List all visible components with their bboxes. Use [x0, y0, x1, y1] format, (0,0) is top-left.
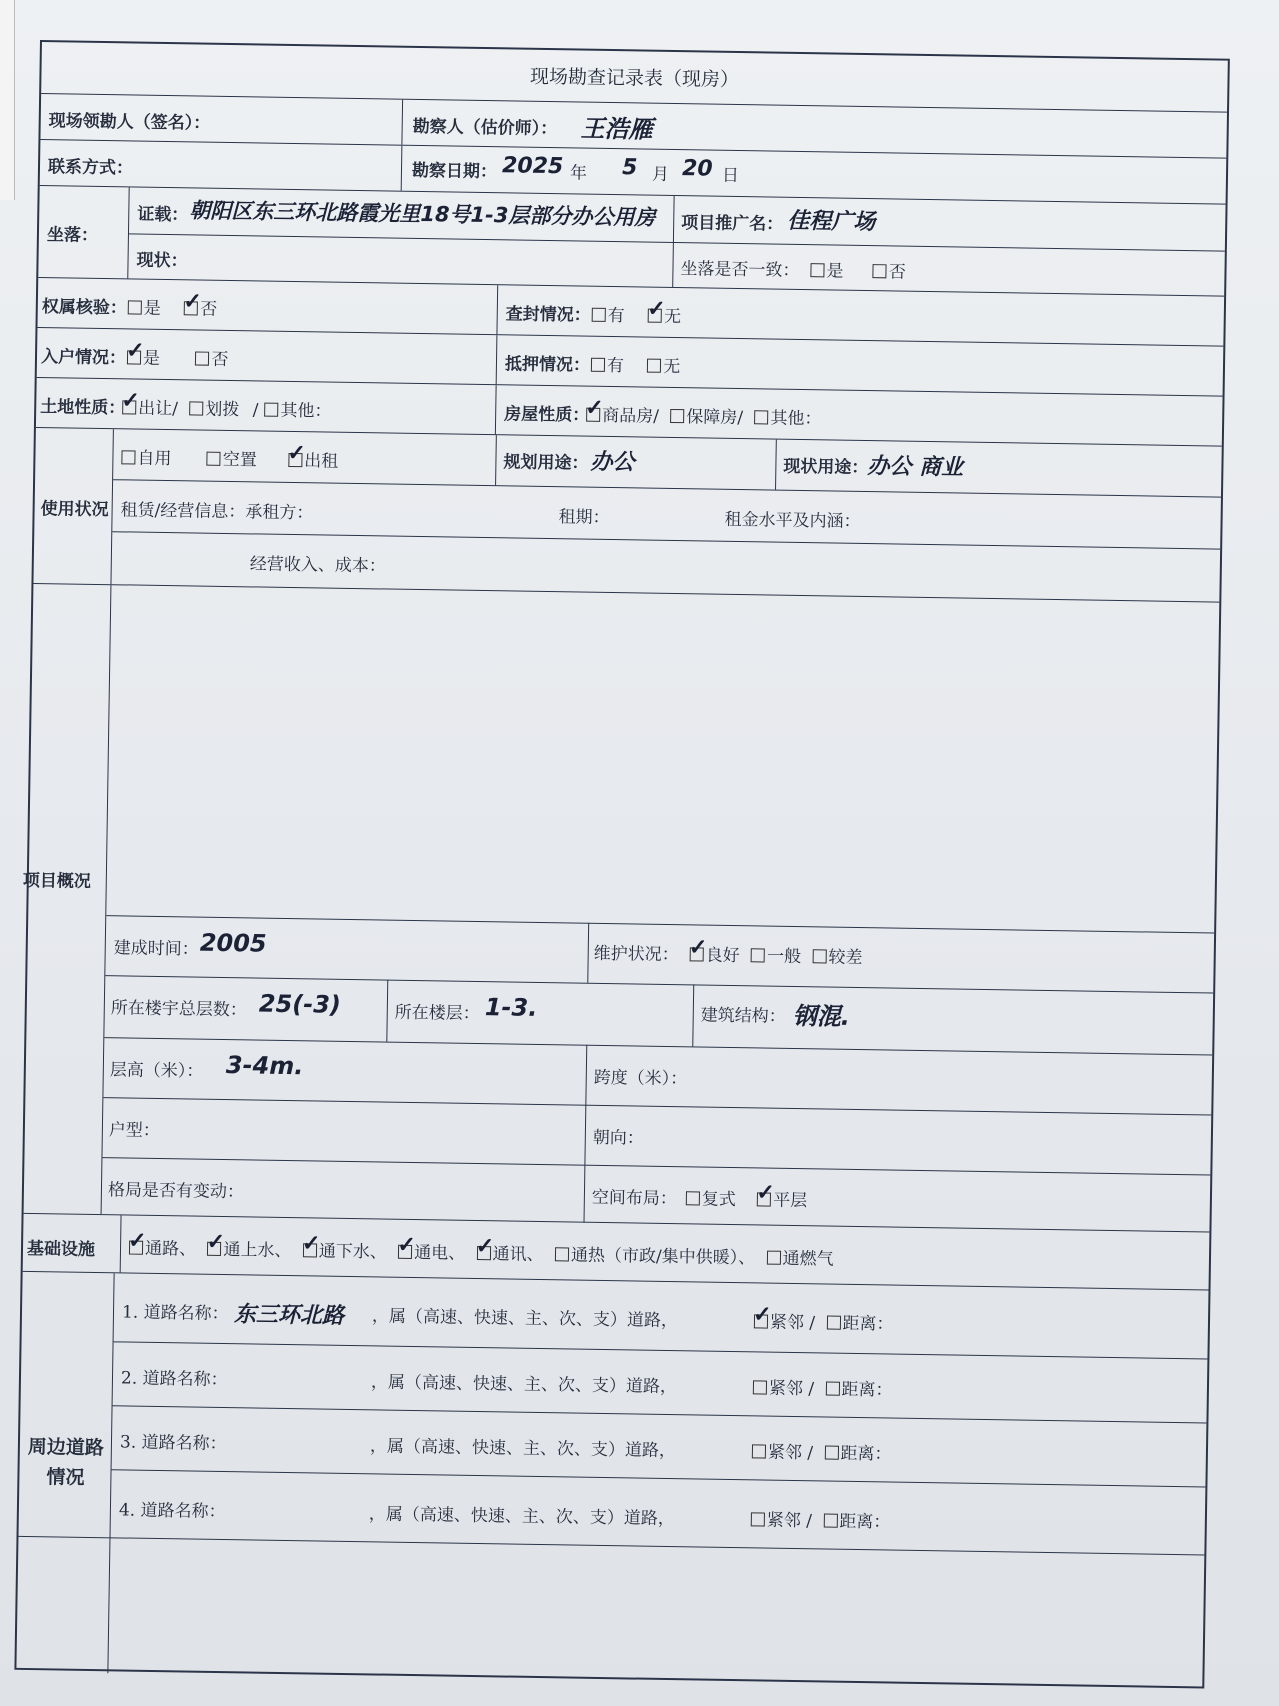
entry-no-checkbox[interactable] [195, 351, 209, 365]
inspector-label: 勘察人（估价师）： [412, 116, 558, 140]
overview-label: 项目概况 [22, 870, 91, 892]
location-label: 坐落： [46, 225, 99, 246]
match-yes-label: 是 [826, 261, 844, 282]
road-1-distance-checkbox[interactable] [826, 1316, 840, 1330]
match-no-label: 否 [888, 262, 907, 283]
road-3-distance-checkbox[interactable] [824, 1445, 838, 1459]
land-grant-checkbox[interactable]: ✓ [121, 387, 140, 414]
rent-level-label: 租金水平及内涵： [724, 509, 861, 532]
row-roads [16, 1272, 1208, 1691]
road-3-label: 3. 道路名称： [119, 1432, 227, 1455]
row-usage [33, 428, 1221, 603]
inspection-form [14, 40, 1229, 1688]
date-month-unit: 月 [651, 164, 670, 185]
infra-water-checkbox[interactable]: ✓ [206, 1228, 226, 1256]
infra-heat-label: 通热（市政/集中供暖）、 [570, 1245, 756, 1269]
floor-value: 1-3. [484, 993, 538, 1022]
seal-none-checkbox[interactable]: ✓ [647, 295, 666, 322]
maint-avg-label: 一般 [766, 946, 802, 968]
entry-label: 入户情况： [40, 347, 127, 369]
usage-options [115, 439, 339, 472]
house-affordable-checkbox[interactable] [670, 409, 684, 423]
floor-label: 所在楼层： [394, 1002, 480, 1025]
match-yes-checkbox[interactable] [810, 263, 824, 277]
mortgage-options [585, 351, 681, 377]
road-2-distance-label: 距离： [841, 1379, 893, 1401]
seal-have-label: 有 [607, 305, 625, 327]
road-4-distance-label: 距离： [839, 1511, 891, 1533]
space-duplex-checkbox[interactable] [686, 1191, 700, 1205]
contact-label: 联系方式： [47, 157, 134, 179]
maint-good-checkbox[interactable]: ✓ [688, 934, 708, 961]
infra-telecom-checkbox[interactable]: ✓ [475, 1232, 495, 1260]
mortgage-none-label: 无 [663, 356, 681, 378]
floors-value: 25(-3) [258, 989, 342, 1019]
lead-person-label: 现场领勘人（签名）： [48, 111, 211, 134]
built-label: 建成时间： [113, 938, 199, 960]
land-other-label: 其他： [280, 400, 332, 422]
road-1-label: 1. 道路名称： [121, 1302, 229, 1325]
ownership-label: 权属核验： [41, 297, 127, 319]
ownership-yes-label: 是 [143, 298, 161, 319]
land-options [116, 387, 332, 422]
maint-good-label: 良好 [705, 945, 740, 967]
road-4-adjacent-checkbox[interactable] [751, 1512, 765, 1526]
maint-poor-checkbox[interactable] [812, 949, 826, 963]
row-overview [24, 584, 1220, 1233]
project-name-label: 项目推广名： [681, 213, 784, 235]
land-label: 土地性质： [40, 397, 126, 419]
road-1-slash: / [809, 1313, 816, 1334]
use-self-label: 自用 [137, 448, 172, 470]
road-1-distance-label: 距离： [842, 1313, 894, 1335]
road-2-adjacency [747, 1373, 893, 1400]
infra-heat-checkbox[interactable] [555, 1247, 569, 1261]
road-2-slash: / [808, 1379, 815, 1400]
road-2-adjacent-checkbox[interactable] [753, 1380, 767, 1394]
space-flat-label: 平层 [773, 1190, 808, 1212]
infra-telecom-label: 通讯、 [492, 1244, 544, 1266]
structure-value: 钢混. [792, 1001, 851, 1031]
maint-avg-checkbox[interactable] [751, 948, 765, 962]
infra-power-checkbox[interactable]: ✓ [397, 1231, 416, 1259]
maint-poor-label: 较差 [828, 947, 863, 969]
location-match-label: 坐落是否一致： [680, 259, 800, 281]
road-4-label: 4. 道路名称： [118, 1500, 226, 1523]
entry-no-label: 否 [211, 349, 229, 370]
ownership-no-label: 否 [200, 299, 218, 320]
road-4-slash: / [806, 1511, 813, 1532]
lease-term-label: 租期： [558, 507, 610, 529]
income-label: 经营收入、成本： [249, 554, 386, 577]
entry-options [121, 337, 229, 370]
road-3-distance-label: 距离： [840, 1443, 892, 1465]
date-day-unit: 日 [721, 165, 740, 186]
date-month: 5 [621, 155, 638, 181]
road-label-line1: 周边道路 [27, 1435, 105, 1460]
built-value: 2005 [199, 928, 267, 958]
entry-yes-checkbox[interactable]: ✓ [125, 337, 145, 364]
date-day: 20 [681, 156, 713, 182]
span-label: 跨度（米）： [593, 1067, 688, 1090]
house-other-label: 其他： [770, 408, 822, 430]
current-label: 现状： [136, 250, 188, 272]
infra-gas-label: 通燃气 [782, 1248, 834, 1270]
use-empty-checkbox[interactable] [207, 452, 221, 466]
house-affordable-label: 保障房/ [686, 407, 744, 429]
infra-drain-checkbox[interactable]: ✓ [301, 1230, 321, 1257]
use-rent-label: 出租 [304, 451, 339, 472]
lease-label: 租赁/经营信息：承租方： [120, 500, 314, 524]
infra-drain-label: 通下水、 [318, 1241, 387, 1263]
space-options [680, 1179, 808, 1212]
mortgage-none-checkbox[interactable] [647, 359, 661, 373]
cert-value: 朝阳区东三环北路霞光里18号1-3层部分办公用房 [189, 198, 656, 230]
date-year-unit: 年 [569, 163, 588, 184]
road-2-label: 2. 道路名称： [120, 1368, 228, 1391]
land-other-checkbox[interactable] [264, 403, 278, 417]
road-2-type: ，属（高速、快速、主、次、支）道路， [370, 1372, 678, 1398]
road-1-adjacent-checkbox[interactable]: ✓ [752, 1301, 772, 1328]
infra-gas-checkbox[interactable] [767, 1251, 781, 1265]
ownership-options [122, 288, 218, 320]
house-other-checkbox[interactable] [754, 410, 768, 424]
ownership-no-checkbox[interactable]: ✓ [183, 288, 202, 315]
road-3-adjacent-checkbox[interactable] [752, 1444, 766, 1458]
floors-label: 所在楼宇总层数： [110, 998, 247, 1021]
land-grant-label: 出让/ [138, 398, 179, 420]
structure-label: 建筑结构： [700, 1005, 786, 1027]
road-3-adjacency [746, 1437, 892, 1464]
entry-yes-label: 是 [142, 348, 161, 369]
maint-options [684, 934, 863, 969]
mortgage-label: 抵押情况： [504, 354, 591, 376]
project-name-value: 佳程广场 [787, 208, 876, 236]
road-2-adjacent-label: 紧邻 [768, 1378, 804, 1400]
mortgage-have-checkbox[interactable] [591, 358, 605, 372]
maint-label: 维护状况： [593, 943, 679, 966]
infra-road-checkbox[interactable]: ✓ [127, 1227, 147, 1254]
seal-options [586, 295, 682, 328]
road-3-type: ，属（高速、快速、主、次、支）道路， [369, 1436, 677, 1462]
space-flat-checkbox[interactable]: ✓ [756, 1179, 776, 1206]
infra-road-label: 通路、 [144, 1238, 197, 1260]
inspector-signature: 王浩雁 [580, 114, 653, 144]
seal-none-label: 无 [663, 306, 682, 328]
house-commercial-checkbox[interactable]: ✓ [585, 394, 604, 421]
seal-have-checkbox[interactable] [592, 308, 606, 322]
road-4-type: ，属（高速、快速、主、次、支）道路， [368, 1504, 676, 1530]
road-4-adjacency [745, 1505, 891, 1532]
layout-label: 户型： [108, 1120, 161, 1142]
space-label: 空间布局： [591, 1187, 678, 1210]
house-commercial-label: 商品房/ [602, 405, 660, 427]
cur-use-value: 办公 商业 [867, 454, 964, 481]
page-title: 现场勘查记录表（现房） [529, 65, 740, 91]
road-1-adjacent-label: 紧邻 [769, 1312, 805, 1334]
land-slash: / [252, 400, 259, 421]
house-options [580, 394, 822, 430]
mortgage-have-label: 有 [606, 355, 625, 377]
road-3-adjacent-label: 紧邻 [767, 1442, 803, 1464]
ownership-yes-checkbox[interactable] [128, 300, 142, 314]
location-match-options [804, 256, 906, 283]
land-allocate-label: 划拨 [205, 399, 240, 421]
space-duplex-label: 复式 [701, 1189, 737, 1211]
usage-label: 使用状况 [40, 499, 109, 521]
road-1-type: ，属（高速、快速、主、次、支）道路， [371, 1306, 679, 1332]
plan-use-label: 规划用途： [503, 452, 589, 474]
road-1-adjacency [748, 1301, 894, 1335]
use-empty-label: 空置 [222, 449, 257, 471]
land-allocate-checkbox[interactable] [189, 401, 203, 415]
date-year: 2025 [501, 153, 564, 180]
seal-label: 查封情况： [505, 304, 591, 326]
road-3-slash: / [807, 1443, 814, 1464]
infra-options [123, 1227, 834, 1270]
infra-label: 基础设施 [26, 1238, 96, 1261]
orient-label: 朝向： [592, 1127, 644, 1149]
road-label-line2: 情况 [46, 1466, 85, 1489]
infra-power-label: 通电、 [414, 1243, 466, 1264]
road-1-value: 东三环北路 [233, 1302, 345, 1329]
change-label: 格局是否有变动： [107, 1180, 245, 1203]
cert-label: 证载： [137, 204, 189, 226]
infra-water-label: 通上水、 [223, 1240, 292, 1262]
cur-use-label: 现状用途： [783, 456, 869, 479]
plan-use-value: 办公 [590, 449, 635, 476]
date-label: 勘察日期： [411, 160, 498, 183]
house-label: 房屋性质： [504, 404, 590, 426]
match-no-checkbox[interactable] [873, 264, 887, 278]
adjacent-page-edge [0, 0, 15, 200]
road-4-adjacent-label: 紧邻 [766, 1510, 801, 1532]
height-value: 3-4m. [225, 1051, 304, 1081]
height-label: 层高（米）： [109, 1060, 204, 1082]
use-self-checkbox[interactable] [121, 450, 135, 464]
use-rent-checkbox[interactable]: ✓ [287, 439, 306, 467]
road-2-distance-checkbox[interactable] [825, 1382, 839, 1396]
road-4-distance-checkbox[interactable] [823, 1513, 837, 1527]
